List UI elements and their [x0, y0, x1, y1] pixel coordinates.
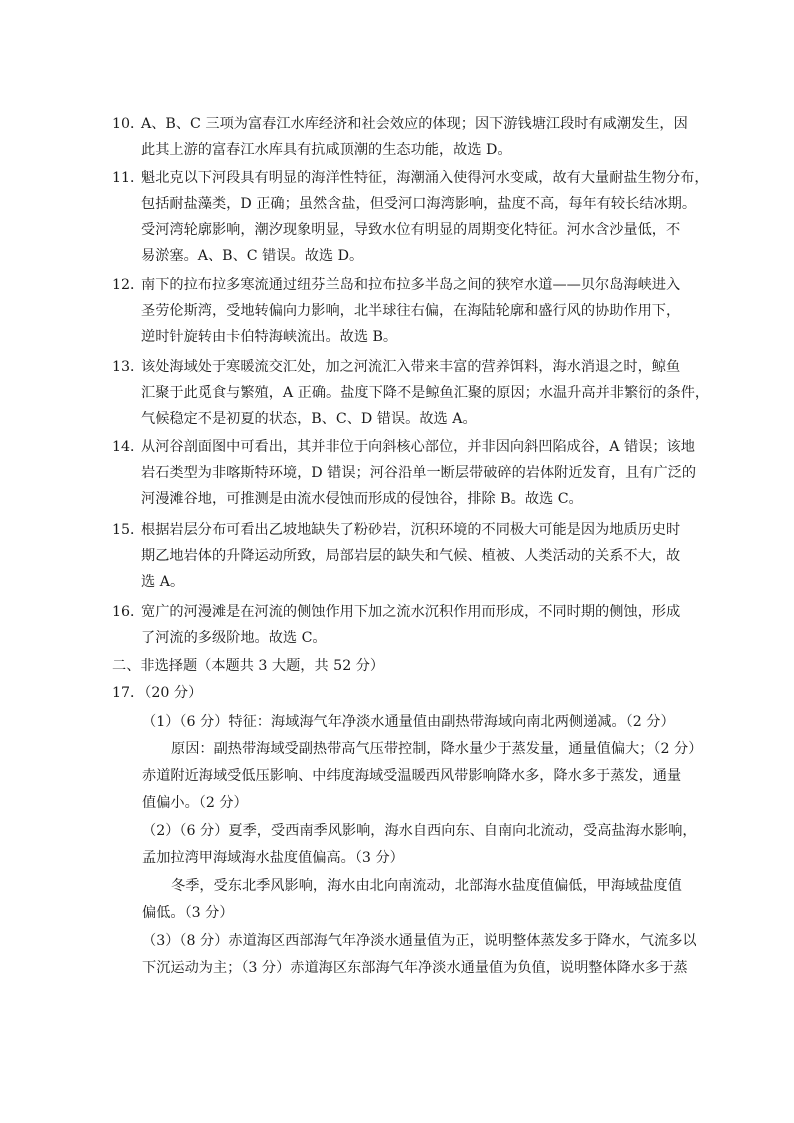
- answer-line: 宽广的河漫滩是在河流的侧蚀作用下加之流水沉积作用而形成，不同时期的侧蚀，形成: [141, 604, 681, 620]
- answer-line: 汇聚于此觅食与繁殖，A 正确。盐度下降不是鲸鱼汇聚的原因；水温升高并非繁衍的条件，: [141, 385, 710, 401]
- answer-14: [112, 434, 697, 512]
- q17-part1-feature: （1）（6 分）特征：海域海气年净淡水通量值由副热带海域向南北两侧递减。（2 分）: [142, 714, 675, 730]
- answer-line: 期乙地岩体的升降运动所致，局部岩层的缺失和气候、植被、人类活动的关系不大，故: [141, 548, 681, 564]
- q17-part2-winter-line: 偏低。（3 分）: [142, 905, 234, 921]
- answer-line: 包括耐盐藻类，D 正确；虽然含盐，但受河口海湾影响，盐度不高，每年有较长结冰期。: [141, 196, 697, 212]
- answer-line: 了河流的多级阶地。故选 C。: [141, 630, 327, 646]
- section-heading: 二、非选择题（本题共 3 大题，共 52 分）: [112, 658, 385, 674]
- answer-11: [112, 165, 709, 269]
- answer-line: 圣劳伦斯湾，受地转偏向力影响，北半球往右偏，在海陆轮廓和盛行风的协助作用下，: [141, 303, 681, 319]
- q17-part3-line: 下沉运动为主；（3 分）赤道海区东部海气年净淡水通量值为负值，说明整体降水多于蒸: [142, 960, 688, 976]
- answer-number: 16．: [112, 604, 145, 620]
- q17-part3-line: （3）（8 分）赤道海区西部海气年净淡水通量值为正，说明整体蒸发多于降水，气流多以: [142, 933, 697, 949]
- answer-13: [112, 354, 710, 432]
- answer-number: 15．: [112, 522, 145, 538]
- answer-line: 南下的拉布拉多寒流通过纽芬兰岛和拉布拉多半岛之间的狭窄水道——贝尔岛海峡进入: [141, 277, 681, 293]
- q17-part1-reason-line: 值偏小。（2 分）: [142, 795, 248, 811]
- q17-part2-summer-line: （2）（6 分）夏季，受西南季风影响，海水自西向东、自南向北流动，受高盐海水影响，: [142, 823, 697, 839]
- answer-line: 气候稳定不是初夏的状态，B、C、D 错误。故选 A。: [141, 411, 477, 427]
- answer-number: 11．: [112, 170, 145, 186]
- answer-15: [112, 517, 682, 595]
- answer-number: 10．: [112, 116, 145, 132]
- answer-line: 根据岩层分布可看出乙坡地缺失了粉砂岩，沉积环境的不同极大可能是因为地质历史时: [141, 522, 681, 538]
- answer-line: 岩石类型为非喀斯特环境，D 错误；河谷沿单一断层带破碎的岩体附近发育，且有广泛的: [141, 465, 697, 481]
- answer-number: 14．: [112, 439, 145, 455]
- answer-line: A、B、C 三项为富春江水库经济和社会效应的体现；因下游钱塘江段时有咸潮发生，因: [141, 116, 688, 132]
- question-17-title: 17．（20 分）: [112, 685, 203, 701]
- answer-number: 13．: [112, 359, 145, 375]
- answer-line: 此其上游的富春江水库具有抗咸顶潮的生态功能，故选 D。: [141, 142, 512, 158]
- answer-line: 从河谷剖面图中可看出，其并非位于向斜核心部位，并非因向斜凹陷成谷，A 错误；该地: [141, 439, 695, 455]
- answer-line: 逆时针旋转由卡伯特海峡流出。故选 B。: [141, 329, 398, 345]
- answer-12: [112, 272, 682, 350]
- q17-part2-summer-line: 孟加拉湾甲海域海水盐度值偏高。（3 分）: [142, 850, 404, 866]
- answer-line: 该处海域处于寒暖流交汇处，加之河流汇入带来丰富的营养饵料，海水消退之时，鲸鱼: [141, 359, 681, 375]
- answer-16: [112, 599, 682, 651]
- answer-10: [112, 111, 688, 163]
- answer-line: 易淤塞。A、B、C 错误。故选 D。: [141, 248, 364, 264]
- q17-part2-winter-line: 冬季，受东北季风影响，海水由北向南流动，北部海水盐度值偏低，甲海域盐度值: [171, 878, 682, 894]
- q17-part1-reason-line: 原因：副热带海域受副热带高气压带控制，降水量少于蒸发量，通量值偏大；（2 分）: [171, 741, 703, 757]
- answer-line: 魁北克以下河段具有明显的海洋性特征，海潮涌入使得河水变咸，故有大量耐盐生物分布，: [141, 170, 709, 186]
- q17-part1-reason-line: 赤道附近海域受低压影响、中纬度海域受温暖西风带影响降水多，降水多于蒸发，通量: [142, 768, 682, 784]
- answer-line: 选 A。: [141, 574, 185, 590]
- answer-number: 12．: [112, 277, 145, 293]
- answer-line: 河漫滩谷地，可推测是由流水侵蚀而形成的侵蚀谷，排除 B。故选 C。: [141, 491, 583, 507]
- answer-line: 受河湾轮廓影响，潮汐现象明显，导致水位有明显的周期变化特征。河水含沙量低，不: [141, 222, 681, 238]
